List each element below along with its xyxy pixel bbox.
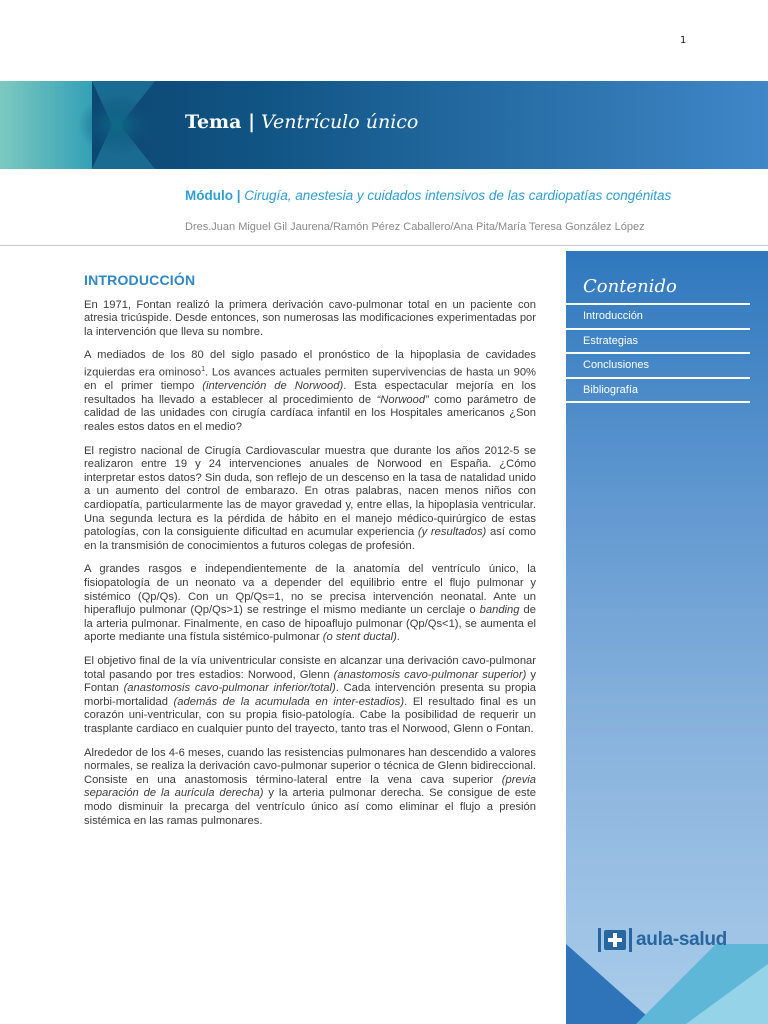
footnote-ref: 1 xyxy=(201,365,205,373)
toc-item-estrategias[interactable]: Estrategias xyxy=(566,330,750,355)
aula-salud-logo xyxy=(598,926,727,954)
text-run: . Cada intervención presenta su propia morbi-mortalidad xyxy=(84,682,537,708)
logo-text: aula-salud xyxy=(636,929,727,950)
paragraph-5 xyxy=(84,655,536,737)
text-run: Alrededor de los 4-6 meses, cuando las resistencias pulmonares han descendido a valores normales, se realiza la derivación cavo-pulmonar superior o técnica de Glenn bidireccional. Consiste en una anastomosis término-lateral entre la vena cava superior xyxy=(84,746,536,786)
text-run: y la arteria pulmonar derecha. Se consigue de este modo disminuir la precarga del ventrículo único así como eliminar el flujo a presión sistémica en las ramas pulmonares. xyxy=(84,787,536,827)
toc-item-introduccion[interactable]: Introducción xyxy=(566,305,750,330)
sidebar-corner-graphic xyxy=(566,944,768,1024)
text-run: El registro nacional de Cirugía Cardiovascular muestra que durante los años 2012-5 se realizaron entre 19 y 24 intervenciones anuales de Norwood en España. ¿Cómo interpretar estos datos? Sin duda, son reflejo de un descenso en la tasa de natalidad unido a un aumento del control de embarazo. En otras palabras, nacen menos niños con cardiopatía, particularmente las de mayor gravedad y, entre ellas, la hipoplasia ventricular. Una segunda lectura es la pérdida de hábito en el manejo médico-quirúrgico de estas patologías, con la consiguiente dificultad en acumular experiencia xyxy=(84,444,536,539)
article-body xyxy=(84,274,536,838)
text-run: y Fontan xyxy=(84,668,536,695)
paragraph-3 xyxy=(84,445,536,554)
text-run: de la arteria pulmonar. Finalmente, en caso de hipoaflujo pulmonar (Qp/Qs<1), se aumenta el aporte mediante una fístula sistémico-pulmonar xyxy=(84,604,537,644)
page-title xyxy=(185,111,418,133)
table-of-contents xyxy=(566,303,750,403)
authors-line: Dres.Juan Miguel Gil Jaurena/Ramón Pérez Caballero/Ana Pita/María Teresa González López xyxy=(185,221,645,233)
medical-cross-icon xyxy=(598,926,632,954)
text-run: . xyxy=(396,631,400,644)
paragraph-1: En 1971, Fontan realizó la primera derivación cavo-pulmonar total en un paciente con atresia tricúspide. Desde entonces, son numerosas las modificaciones experimentadas por la intervención que lleva su nombre. xyxy=(84,298,536,338)
text-run: . El resultado final es un corazón uni-ventricular, con su propia fisio-patología. Cabe la posibilidad de requerir un trasplante cardiaco en cualquier punto del trayecto, tanto tras el Norwood, Glenn o Fontan. xyxy=(84,695,536,735)
paragraph-6 xyxy=(84,747,536,829)
title-prefix: Tema | xyxy=(185,111,255,133)
contents-sidebar xyxy=(566,251,768,1024)
module-line xyxy=(185,188,671,203)
module-name: Cirugía, anestesia y cuidados intensivos de las cardiopatías congénitas xyxy=(244,188,672,203)
text-run: . Esta espectacular mejoría en los resultados ha llevado a establecer al procedimiento de xyxy=(84,380,536,406)
toc-item-bibliografia[interactable]: Bibliografía xyxy=(566,379,750,404)
text-italic: (previa separación de la aurícula derecha) xyxy=(84,773,536,800)
paragraph-2 xyxy=(84,349,536,434)
text-italic: (o stent ductal) xyxy=(322,631,397,644)
text-italic: (anastomosis cavo-pulmonar superior) xyxy=(333,668,527,681)
text-italic: (y resultados) xyxy=(417,526,487,539)
text-italic: banding xyxy=(479,604,520,617)
text-italic: (además de la acumulada en inter-estadios) xyxy=(173,695,405,708)
paragraph-4 xyxy=(84,563,536,645)
sidebar-title: Contenido xyxy=(583,276,677,297)
toc-item-conclusiones[interactable]: Conclusiones xyxy=(566,354,750,379)
text-italic: (anastomosis cavo-pulmonar inferior/total) xyxy=(123,682,336,695)
module-label: Módulo | xyxy=(185,188,241,203)
text-italic: (intervención de Norwood) xyxy=(202,380,344,393)
text-run: así como en la transmisión de conocimientos a futuros colegas de profesión. xyxy=(84,526,537,552)
text-italic: “Norwood” xyxy=(376,393,429,406)
text-run: A mediados de los 80 del siglo pasado el pronóstico de la hipoplasia de cavidades izquierdas era ominoso xyxy=(84,349,536,379)
text-run: como parámetro de calidad de las unidades con cirugía cardíaca infantil en los Hospitales americanos ¿Son reales estos datos en el medio? xyxy=(84,393,537,434)
text-run: A grandes rasgos e independientemente de la anatomía del ventrículo único, la fisiopatología de un neonato va a depender del equilibrio entre el flujo pulmonar y sistémico (Qp/Qs). Con un Qp/Qs=1, no se precisa intervención neonatal. Ante un hiperaflujo pulmonar (Qp/Qs>1) se restringe el mismo mediante un cerclaje o xyxy=(84,563,536,617)
title-topic: Ventrículo único xyxy=(261,111,419,133)
header-divider xyxy=(0,245,768,246)
text-run: El objetivo final de la vía univentricular consiste en alcanzar una derivación cavo-pulmonar total pasando por tres estadios: Norwood, Glenn xyxy=(84,654,536,681)
text-run: . Los avances actuales permiten supervivencias de hasta un 90% en el primer tiempo xyxy=(84,366,536,393)
section-heading: INTRODUCCIÓN xyxy=(84,272,196,288)
page-number: 1 xyxy=(680,35,687,46)
